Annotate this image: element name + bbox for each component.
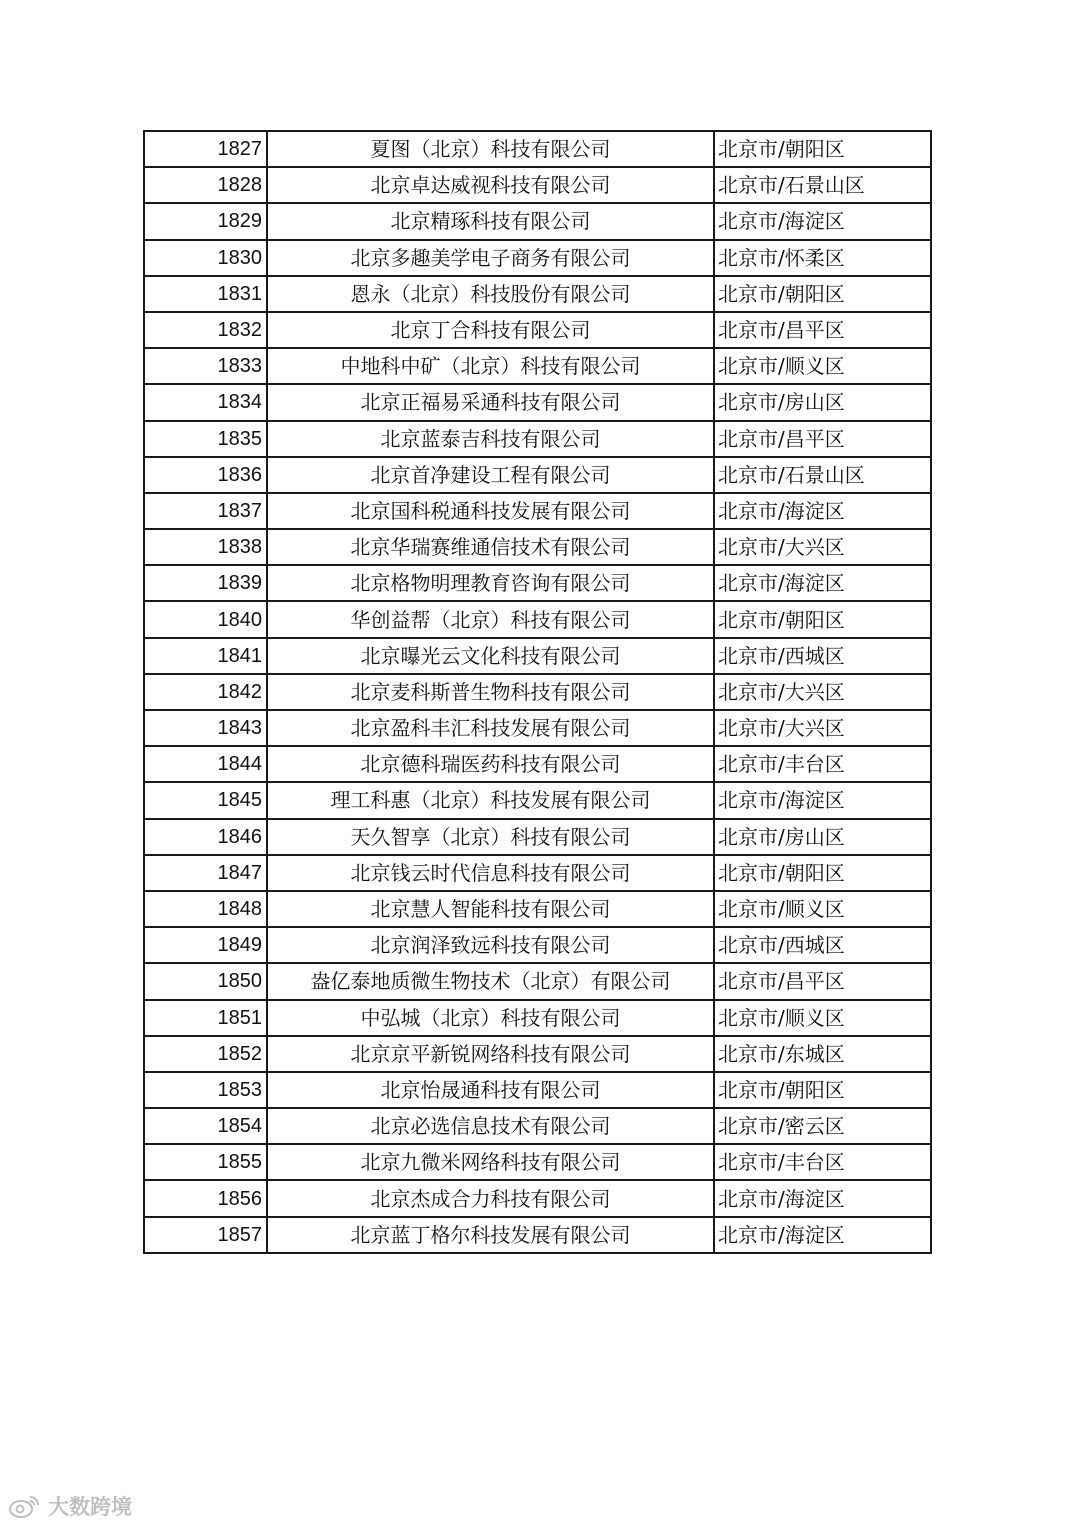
row-number-cell: 1835: [144, 421, 267, 457]
company-name-cell: 北京九微米网络科技有限公司: [267, 1144, 714, 1180]
table-row: [144, 203, 931, 239]
row-number-cell: 1829: [144, 203, 267, 239]
table-row: [144, 710, 931, 746]
company-name-cell: 北京蓝丁格尔科技发展有限公司: [267, 1217, 714, 1253]
region-cell: 北京市/昌平区: [714, 421, 931, 457]
row-number-cell: 1844: [144, 746, 267, 782]
row-number-cell: 1827: [144, 131, 267, 167]
row-number-cell: 1853: [144, 1072, 267, 1108]
table-row: [144, 601, 931, 637]
row-number-cell: 1831: [144, 276, 267, 312]
table-row: [144, 638, 931, 674]
region-cell: 北京市/顺义区: [714, 348, 931, 384]
table-row: [144, 384, 931, 420]
company-name-cell: 中地科中矿（北京）科技有限公司: [267, 348, 714, 384]
row-number-cell: 1852: [144, 1036, 267, 1072]
region-cell: 北京市/西城区: [714, 927, 931, 963]
row-number-cell: 1836: [144, 457, 267, 493]
row-number-cell: 1840: [144, 601, 267, 637]
region-cell: 北京市/朝阳区: [714, 855, 931, 891]
table-row: [144, 312, 931, 348]
region-cell: 北京市/海淀区: [714, 493, 931, 529]
region-cell: 北京市/海淀区: [714, 1180, 931, 1216]
watermark: [8, 1491, 132, 1521]
table-row: [144, 1217, 931, 1253]
table-row: [144, 891, 931, 927]
region-cell: 北京市/海淀区: [714, 203, 931, 239]
row-number-cell: 1841: [144, 638, 267, 674]
company-name-cell: 天久智享（北京）科技有限公司: [267, 819, 714, 855]
company-name-cell: 北京蓝泰吉科技有限公司: [267, 421, 714, 457]
table-row: [144, 457, 931, 493]
region-cell: 北京市/东城区: [714, 1036, 931, 1072]
table-row: [144, 963, 931, 999]
table-row: [144, 1036, 931, 1072]
region-cell: 北京市/房山区: [714, 384, 931, 420]
table-row: [144, 1000, 931, 1036]
company-name-cell: 北京德科瑞医药科技有限公司: [267, 746, 714, 782]
table-row: [144, 240, 931, 276]
row-number-cell: 1848: [144, 891, 267, 927]
region-cell: 北京市/房山区: [714, 819, 931, 855]
row-number-cell: 1833: [144, 348, 267, 384]
table-row: [144, 746, 931, 782]
company-name-cell: 北京麦科斯普生物科技有限公司: [267, 674, 714, 710]
company-name-cell: 北京华瑞赛维通信技术有限公司: [267, 529, 714, 565]
region-cell: 北京市/丰台区: [714, 1144, 931, 1180]
region-cell: 北京市/密云区: [714, 1108, 931, 1144]
region-cell: 北京市/丰台区: [714, 746, 931, 782]
company-name-cell: 恩永（北京）科技股份有限公司: [267, 276, 714, 312]
region-cell: 北京市/昌平区: [714, 312, 931, 348]
table-row: [144, 1144, 931, 1180]
row-number-cell: 1856: [144, 1180, 267, 1216]
table-row: [144, 782, 931, 818]
region-cell: 北京市/大兴区: [714, 529, 931, 565]
region-cell: 北京市/昌平区: [714, 963, 931, 999]
watermark-text: 大数跨境: [48, 1495, 132, 1519]
table-row: [144, 1108, 931, 1144]
table-row: [144, 276, 931, 312]
table-row: [144, 855, 931, 891]
company-list-body: [144, 131, 931, 1253]
region-cell: 北京市/石景山区: [714, 167, 931, 203]
company-name-cell: 北京丁合科技有限公司: [267, 312, 714, 348]
company-name-cell: 北京怡晟通科技有限公司: [267, 1072, 714, 1108]
row-number-cell: 1857: [144, 1217, 267, 1253]
region-cell: 北京市/顺义区: [714, 891, 931, 927]
region-cell: 北京市/朝阳区: [714, 276, 931, 312]
row-number-cell: 1838: [144, 529, 267, 565]
region-cell: 北京市/海淀区: [714, 565, 931, 601]
region-cell: 北京市/怀柔区: [714, 240, 931, 276]
region-cell: 北京市/海淀区: [714, 1217, 931, 1253]
company-name-cell: 北京慧人智能科技有限公司: [267, 891, 714, 927]
company-name-cell: 北京精琢科技有限公司: [267, 203, 714, 239]
company-name-cell: 北京国科税通科技发展有限公司: [267, 493, 714, 529]
table-row: [144, 493, 931, 529]
company-name-cell: 理工科惠（北京）科技发展有限公司: [267, 782, 714, 818]
table-row: [144, 927, 931, 963]
row-number-cell: 1843: [144, 710, 267, 746]
company-name-cell: 北京多趣美学电子商务有限公司: [267, 240, 714, 276]
table-row: [144, 1180, 931, 1216]
company-name-cell: 北京正福易采通科技有限公司: [267, 384, 714, 420]
row-number-cell: 1834: [144, 384, 267, 420]
row-number-cell: 1855: [144, 1144, 267, 1180]
region-cell: 北京市/大兴区: [714, 710, 931, 746]
row-number-cell: 1839: [144, 565, 267, 601]
table-row: [144, 1072, 931, 1108]
region-cell: 北京市/朝阳区: [714, 131, 931, 167]
row-number-cell: 1832: [144, 312, 267, 348]
region-cell: 北京市/顺义区: [714, 1000, 931, 1036]
row-number-cell: 1828: [144, 167, 267, 203]
row-number-cell: 1837: [144, 493, 267, 529]
row-number-cell: 1845: [144, 782, 267, 818]
company-name-cell: 北京卓达威视科技有限公司: [267, 167, 714, 203]
region-cell: 北京市/石景山区: [714, 457, 931, 493]
table-row: [144, 565, 931, 601]
company-name-cell: 北京杰成合力科技有限公司: [267, 1180, 714, 1216]
row-number-cell: 1830: [144, 240, 267, 276]
table-row: [144, 529, 931, 565]
region-cell: 北京市/西城区: [714, 638, 931, 674]
table-row: [144, 131, 931, 167]
weibo-logo-icon: [8, 1493, 42, 1519]
table-row: [144, 819, 931, 855]
table-row: [144, 421, 931, 457]
row-number-cell: 1842: [144, 674, 267, 710]
row-number-cell: 1851: [144, 1000, 267, 1036]
company-name-cell: 北京曝光云文化科技有限公司: [267, 638, 714, 674]
company-name-cell: 北京格物明理教育咨询有限公司: [267, 565, 714, 601]
company-list-table: [143, 130, 932, 1254]
company-name-cell: 北京首净建设工程有限公司: [267, 457, 714, 493]
company-name-cell: 北京京平新锐网络科技有限公司: [267, 1036, 714, 1072]
table-row: [144, 348, 931, 384]
company-name-cell: 北京润泽致远科技有限公司: [267, 927, 714, 963]
region-cell: 北京市/朝阳区: [714, 1072, 931, 1108]
region-cell: 北京市/大兴区: [714, 674, 931, 710]
company-name-cell: 盎亿泰地质微生物技术（北京）有限公司: [267, 963, 714, 999]
row-number-cell: 1849: [144, 927, 267, 963]
region-cell: 北京市/海淀区: [714, 782, 931, 818]
table-row: [144, 167, 931, 203]
company-name-cell: 华创益帮（北京）科技有限公司: [267, 601, 714, 637]
company-name-cell: 北京盈科丰汇科技发展有限公司: [267, 710, 714, 746]
row-number-cell: 1850: [144, 963, 267, 999]
company-name-cell: 中弘城（北京）科技有限公司: [267, 1000, 714, 1036]
row-number-cell: 1846: [144, 819, 267, 855]
company-name-cell: 北京必选信息技术有限公司: [267, 1108, 714, 1144]
row-number-cell: 1847: [144, 855, 267, 891]
table-row: [144, 674, 931, 710]
company-name-cell: 夏图（北京）科技有限公司: [267, 131, 714, 167]
row-number-cell: 1854: [144, 1108, 267, 1144]
company-name-cell: 北京钱云时代信息科技有限公司: [267, 855, 714, 891]
region-cell: 北京市/朝阳区: [714, 601, 931, 637]
